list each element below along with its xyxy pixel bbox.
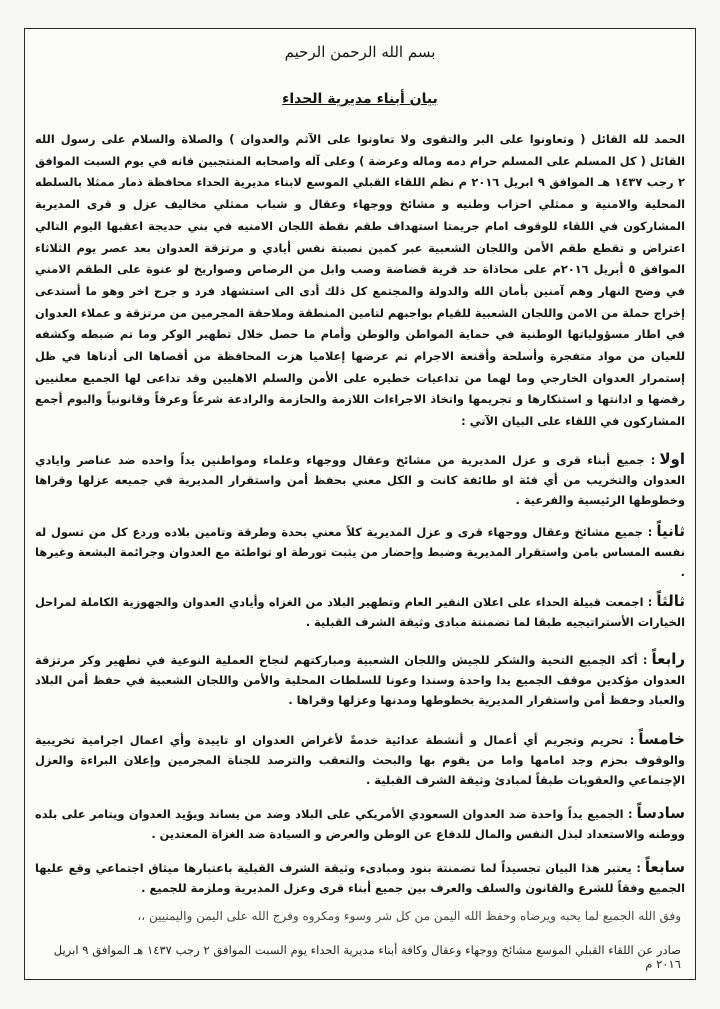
clause-text: : اجمعت قبيلة الحداء على اعلان النفير العام وتطهير البلاد من الغزاه وأيادي العدوان والجهوزية الكاملة لمراحل الخيارات الأستراتيجيه طبقا لما تضمنتة مبادى وثيقة الشرف القبلية . — [35, 595, 685, 629]
clause-label: اولا — [659, 450, 685, 468]
clause-label: رابعاً — [651, 650, 685, 668]
intro-paragraph: الحمد لله القائل ( وتعاونوا على البر والتقوى ولا تعاونوا على الآثم والعدوان ) والصلاة والسلام على رسول الله القائل ( كل المسلم على المسلم حرام دمه وماله وعرضة ) وعلى آله واصحابه المنتجبين فانه في يوم السبت الموافق ٢ رجب ١٤٣٧ هـ الموافق ٩ ابريل ٢٠١٦ م نظم اللقاء القبلي الموسع لابناء مديرية الحداء محافظة ذمار ممثلا بالسلطه المحلية والامنية و ممثلي احزاب وطنيه و مشائخ ووجهاء وعقال و شباب ممثلي مخاليف عزل و قرى المديرية المشاركون في اللقاء للوقوف امام جريمتا استهداف طقم نقطة اللجان الامنيه في بني حديجة اعقبها اليوم التالي اعتراض و تقطع طقم الأمن واللجان الشعبية عبر كمين نصبتة نفس أيادي و مرتزقة العدوان بعد عصر يوم الثلاثاء الموافق ٥ أبريل ٢٠١٦م على محاذاة حد قرية قضاضة وصب وابل من الرصاص وصواريخ لو عنوة على الطقم الامني في وضح النهار وهم آمنين بأمان الله والدولة والمجتمع كل ذلك أدى الى استشهاد فرد و جرح اخر وهو ما أستدعى إخراج حملة من الامن واللجان الشعبية للقيام بواجبهم لتامين المنطقة وملاحقة المجرمين من مرتزقة و عملاء العدوان في اطار مسؤولياتها الوطنية في حماية المواطن والوطن وأمام ما حصل خلال تطهير الوكر وما تم ضبطه وكشفه للعيان من مواد متفجرة وأسلحة وأقنعة الاجرام تم عرضها إعلاميا هزت المحافظة من أقصاها الى أدناها في ظل إستمرار العدوان الخارجي وما لهما من تداعيات خطيره على الأمن والسلم الاهليين وقد تداعى لها الجميع معلنيين رفضها و ادانتها و استنكارها و تجريمها واتخاذ الاجراءات اللازمة والحازمة والرادعة شرعاً وعرفاً وقانونياً واليوم أجمع المشاركون في اللقاء على البيان الآتي : — [35, 132, 685, 429]
clause-text: : الجميع يداً واحدة ضد العدوان السعودي الأمريكي على البلاد وضد من يساند ويؤيد العدوان ويتامر على بلده ووطنه والاستعداد لبذل النفس والمال للدفاع عن الوطن والعرض و السيادة ضد الغزاة المعتدين . — [35, 807, 685, 841]
clause-label: خامساً — [638, 730, 685, 748]
clause-label: ثانياً — [656, 522, 685, 540]
clause-text: : يعتبر هذا البيان تجسيداً لما تضمنتة بنود ومبادىء وثيقة الشرف القبلية باعتبارها ميثاق اجتماعي وقع عليها الجميع وفقاً للشرع والقانون والسلف والعرف بين جميع أبناء قرى وعزل المديرية وملزمة للجميع . — [35, 861, 685, 895]
issued-line: صادر عن اللقاء القبلي الموسع مشائخ ووجهاء وعقال وكافة أبناء مديرية الحداء يوم السبت الموافق ٢ رجب ١٤٣٧ هـ الموافق ٩ ابريل ٢٠١٦ م — [53, 943, 681, 971]
basmala: بسم الله الرحمن الرحيم — [284, 43, 436, 61]
document-page — [24, 28, 696, 980]
clause-label: سادساً — [636, 804, 685, 822]
clause-5 — [35, 729, 685, 790]
clause-text: : تحريم وتجريم أي أعمال و أنشطة عدائية خدمةً لأغراض العدوان او تاييدة وأي اعمال اجرامية تخريبية والوقوف بحزم وجد امامها واما من يقوم بها والبحث والتعقب والترصد للجناة المجرمين وإعلان البراءة والعزل الإجتماعي والعقوبات طبقاً لمبادئ وثيقة الشرف القبلية . — [35, 733, 685, 787]
clause-label: سابعاً — [644, 858, 685, 876]
document-title: بيان أبناء مديرية الحداء — [282, 91, 438, 107]
clause-label: ثالثاً — [656, 592, 685, 610]
clause-text: : جميع أبناء قرى و عزل المديرية من مشائخ وعقال ووجهاء وعلماء ومواطنين يداً واحده ضد عناصر وايادي العدوان والتخريب من أي فئة او طائفة كانت و الكل معني بحفظ أمن واستقرار المديرية في جميعه عزلها وقراها وخطوطها الرئيسية والفرعية . — [35, 453, 685, 507]
document-body — [35, 129, 685, 895]
clause-6 — [35, 803, 685, 844]
clause-7 — [35, 857, 685, 898]
clause-1 — [35, 449, 685, 510]
clause-text: : جميع مشائخ وعقال ووجهاء قرى و عزل المديرية كلاً معني بحدة وطرقة وتامين بلاده وردع كل من تسول له نفسه المساس بامن واستقرار المديرية وضبط وإحضار من يثبت تورطة او تواطئة مع العدوان وجرائمة البشعة وغيرها . — [35, 525, 685, 579]
clause-text: : أكد الجميع التحية والشكر للجيش واللجان الشعبية ومباركتهم لنجاح العملية النوعية في تطهير وكر مرتزقة العدوان مؤكدين موقف الجميع يدا واحدة وسندا وعونا للسلطات المحلية والأمن واللجان الشعبية في حفظ أمن البلاد والعباد وحفظ أمن واستقرار المديرية بخطوطها ومدنها وعزلها وقراها . — [35, 653, 685, 707]
clause-4 — [35, 649, 685, 710]
clause-3 — [35, 591, 685, 632]
clause-2 — [35, 521, 685, 582]
closing-line: وفق الله الجميع لما يحبه ويرضاه وحفظ الله اليمن من كل شر وسوء ومكروه وفرج الله على اليمن واليمنيين ،، — [137, 909, 681, 923]
